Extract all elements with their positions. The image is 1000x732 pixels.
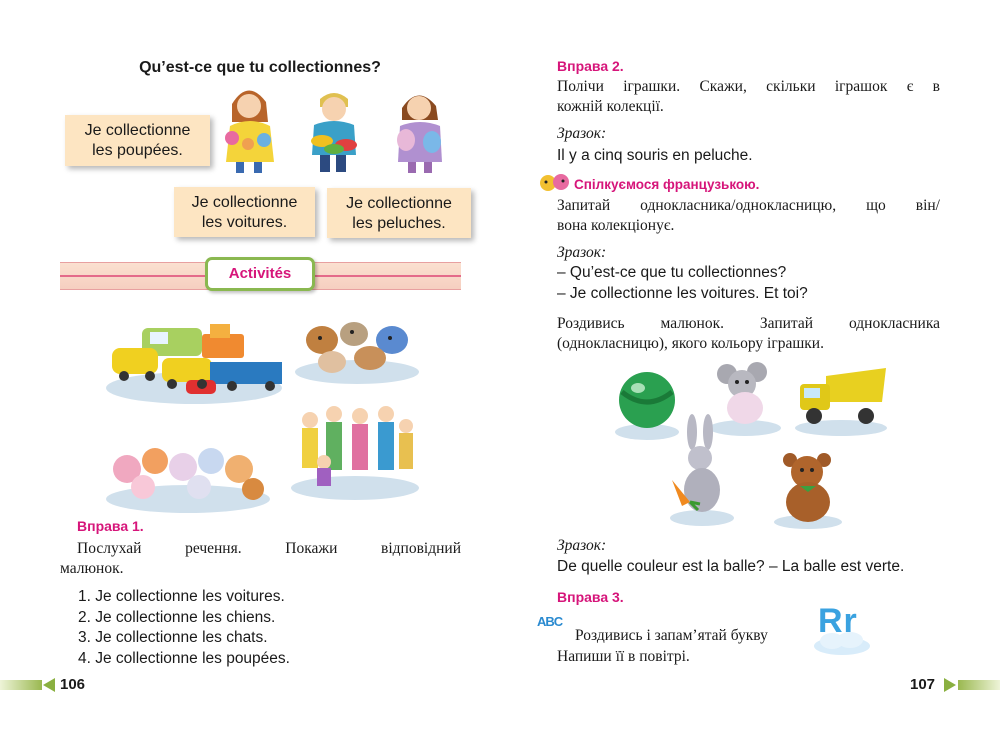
girl-with-plush-illustration	[388, 84, 452, 174]
list-item: 1. Je collectionne les voitures.	[78, 588, 285, 605]
activities-label-box	[205, 257, 315, 291]
dialog-line: – Je collectionne les voitures. Et toi?	[557, 285, 808, 302]
teddy-bear-illustration	[772, 450, 844, 530]
abc-icon-text: ABC	[537, 614, 563, 629]
bunny-with-carrot-illustration	[668, 414, 736, 528]
dump-truck-illustration	[792, 362, 890, 438]
ex2-sample: Il y a cinq souris en peluche.	[557, 147, 753, 164]
ex2-sample-label: Зразок:	[557, 125, 607, 142]
card-dolls	[65, 115, 210, 166]
communicate-sample-label2: Зразок:	[557, 537, 607, 554]
boy-with-cars-illustration	[302, 85, 364, 173]
letter-rr: Rr	[818, 602, 858, 640]
ex2-line2: кожній колекції.	[557, 98, 664, 115]
cats-collection-illustration	[103, 425, 273, 515]
communicate-line2: вона колекціонує.	[557, 217, 675, 234]
ex3-title: Вправа 3.	[557, 589, 624, 605]
card-line: Je collectionne	[346, 195, 452, 212]
list-item: 2. Je collectionne les chiens.	[78, 608, 276, 626]
ex3-line2: Напиши її в повітрі.	[557, 648, 690, 665]
list-item: 3. Je collectionne les chats.	[78, 629, 268, 646]
ex3-line1: Роздивись і запам’ятай букву	[575, 627, 768, 644]
activities-label: Activités	[228, 265, 292, 282]
ex1-title: Вправа 1.	[77, 518, 144, 534]
left-page-number: 106	[60, 676, 86, 693]
communicate-line1: Запитай однокласника/однокласницю, що він/	[557, 197, 940, 214]
card-line: les peluches.	[352, 215, 446, 232]
list-item: 4. Je collectionne les poupées.	[78, 649, 290, 667]
arrow-left-icon	[43, 678, 55, 692]
communicate-title: Спілкуємося французькою.	[574, 177, 760, 192]
card-line: les poupées.	[92, 142, 183, 159]
dogs-collection-illustration	[292, 310, 422, 386]
task-line1: Роздивись малюнок. Запитай однокласника	[557, 315, 940, 332]
abc-icon	[537, 614, 567, 638]
left-footer-bar	[0, 680, 42, 690]
card-plush	[327, 188, 471, 238]
task-line2: (однокласницю), якого кольору іграшки.	[557, 335, 824, 352]
cars-collection-illustration	[102, 318, 287, 406]
ex1-line1: Послухай речення. Покажи відповідний	[77, 540, 461, 557]
communicate-sample-label: Зразок:	[557, 244, 607, 261]
card-line: Je collectionne	[191, 194, 298, 211]
left-heading: Qu’est-ce que tu collectionnes?	[139, 59, 381, 76]
card-line: Je collectionne	[84, 122, 191, 139]
girl-with-dolls-illustration	[218, 82, 283, 174]
dolls-collection-illustration	[288, 396, 422, 502]
ex1-line2: малюнок.	[60, 560, 124, 577]
right-page-number: 107	[910, 676, 936, 693]
arrow-right-icon	[944, 678, 956, 692]
ex2-title: Вправа 2.	[557, 58, 624, 74]
card-line: les voitures.	[201, 214, 288, 231]
right-footer-bar	[958, 680, 1000, 690]
ex1-list	[78, 587, 290, 669]
ex2-line1: Полічи іграшки. Скажи, скільки іграшок є в	[557, 78, 940, 95]
card-cars	[174, 187, 315, 237]
communicate-sample2: De quelle couleur est la balle? – La balle est verte.	[557, 558, 905, 575]
talking-faces-icon	[539, 172, 571, 192]
dialog-line: – Qu’est-ce que tu collectionnes?	[557, 264, 787, 281]
